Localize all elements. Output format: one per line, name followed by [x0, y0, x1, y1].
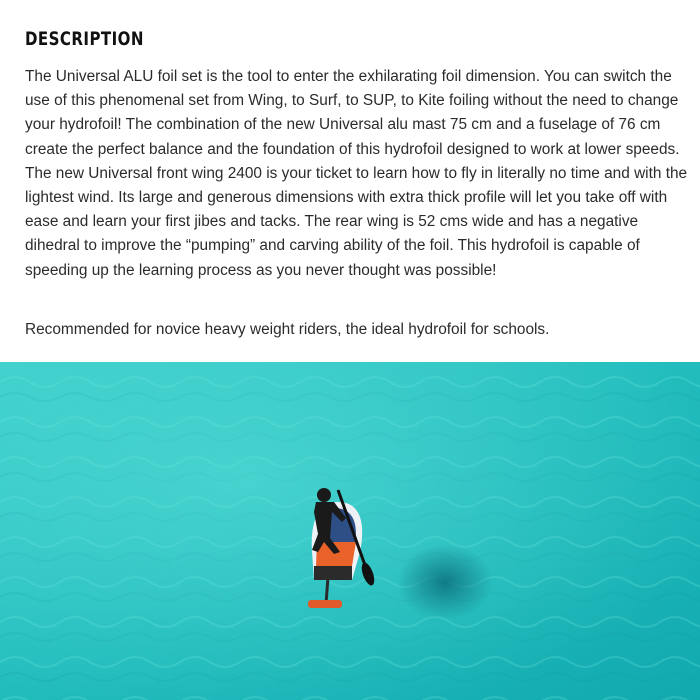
foil-wing: [308, 600, 342, 608]
description-paragraph: The Universal ALU foil set is the tool to enter the exhilarating foil dimension. You can switch the use of this phenomenal set from Wing, to Surf, to SUP, to Kite foiling without the need to change your hydrofoil! The combination of the new Universal alu mast 75 cm and a fuselage of 76 cm create the perfect balance and the foundation of this hydrofoil designed to work at lower speeds. The new Universal front wing 2400 is your ticket to learn how to fly in literally no time and with the lightest wind. Its large and generous dimensions with extra thick profile will let you take off with ease and learn your first jibes and tacks. The rear wing is 52 cms wide and has a negative dihedral to improve the “pumping” and carving ability of the foil. This hydrofoil is capable of speeding up the learning process as you never thought was possible!: [25, 68, 688, 279]
section-heading: DESCRIPTION: [25, 28, 144, 50]
rider-head: [317, 488, 331, 502]
board-tail-pad: [314, 566, 352, 580]
sup-foil-rider-photo: [0, 362, 700, 700]
board-orange-tail: [316, 542, 356, 566]
recommendation-paragraph: Recommended for novice heavy weight riders, the ideal hydrofoil for schools.: [25, 321, 550, 338]
foil-shadow: [397, 544, 493, 620]
foil-mast: [326, 577, 328, 604]
